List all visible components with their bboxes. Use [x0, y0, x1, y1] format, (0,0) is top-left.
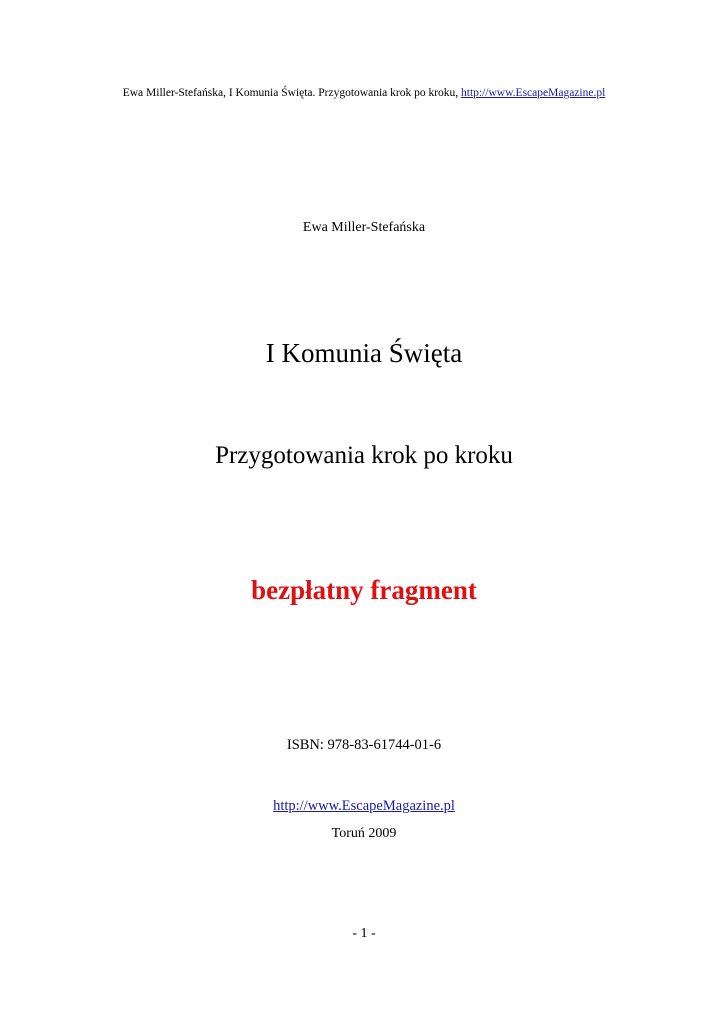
place-year: Toruń 2009: [331, 826, 397, 841]
page-number: - 1 -: [352, 926, 376, 941]
header-text: Ewa Miller-Stefańska, I Komunia Święta. Przygotowania krok po kroku,: [122, 87, 462, 99]
isbn: ISBN: 978-83-61744-01-6: [286, 737, 442, 753]
header-link[interactable]: http://www.EscapeMagazine.pl: [461, 87, 606, 99]
book-title: I Komunia Święta: [265, 338, 463, 368]
free-fragment-label: bezpłatny fragment: [251, 575, 477, 605]
author-name: Ewa Miller-Stefańska: [302, 220, 426, 235]
running-header: [0, 87, 728, 99]
book-subtitle: Przygotowania krok po kroku: [215, 442, 513, 469]
website-link[interactable]: http://www.EscapeMagazine.pl: [273, 798, 455, 814]
website-line: [0, 798, 728, 815]
